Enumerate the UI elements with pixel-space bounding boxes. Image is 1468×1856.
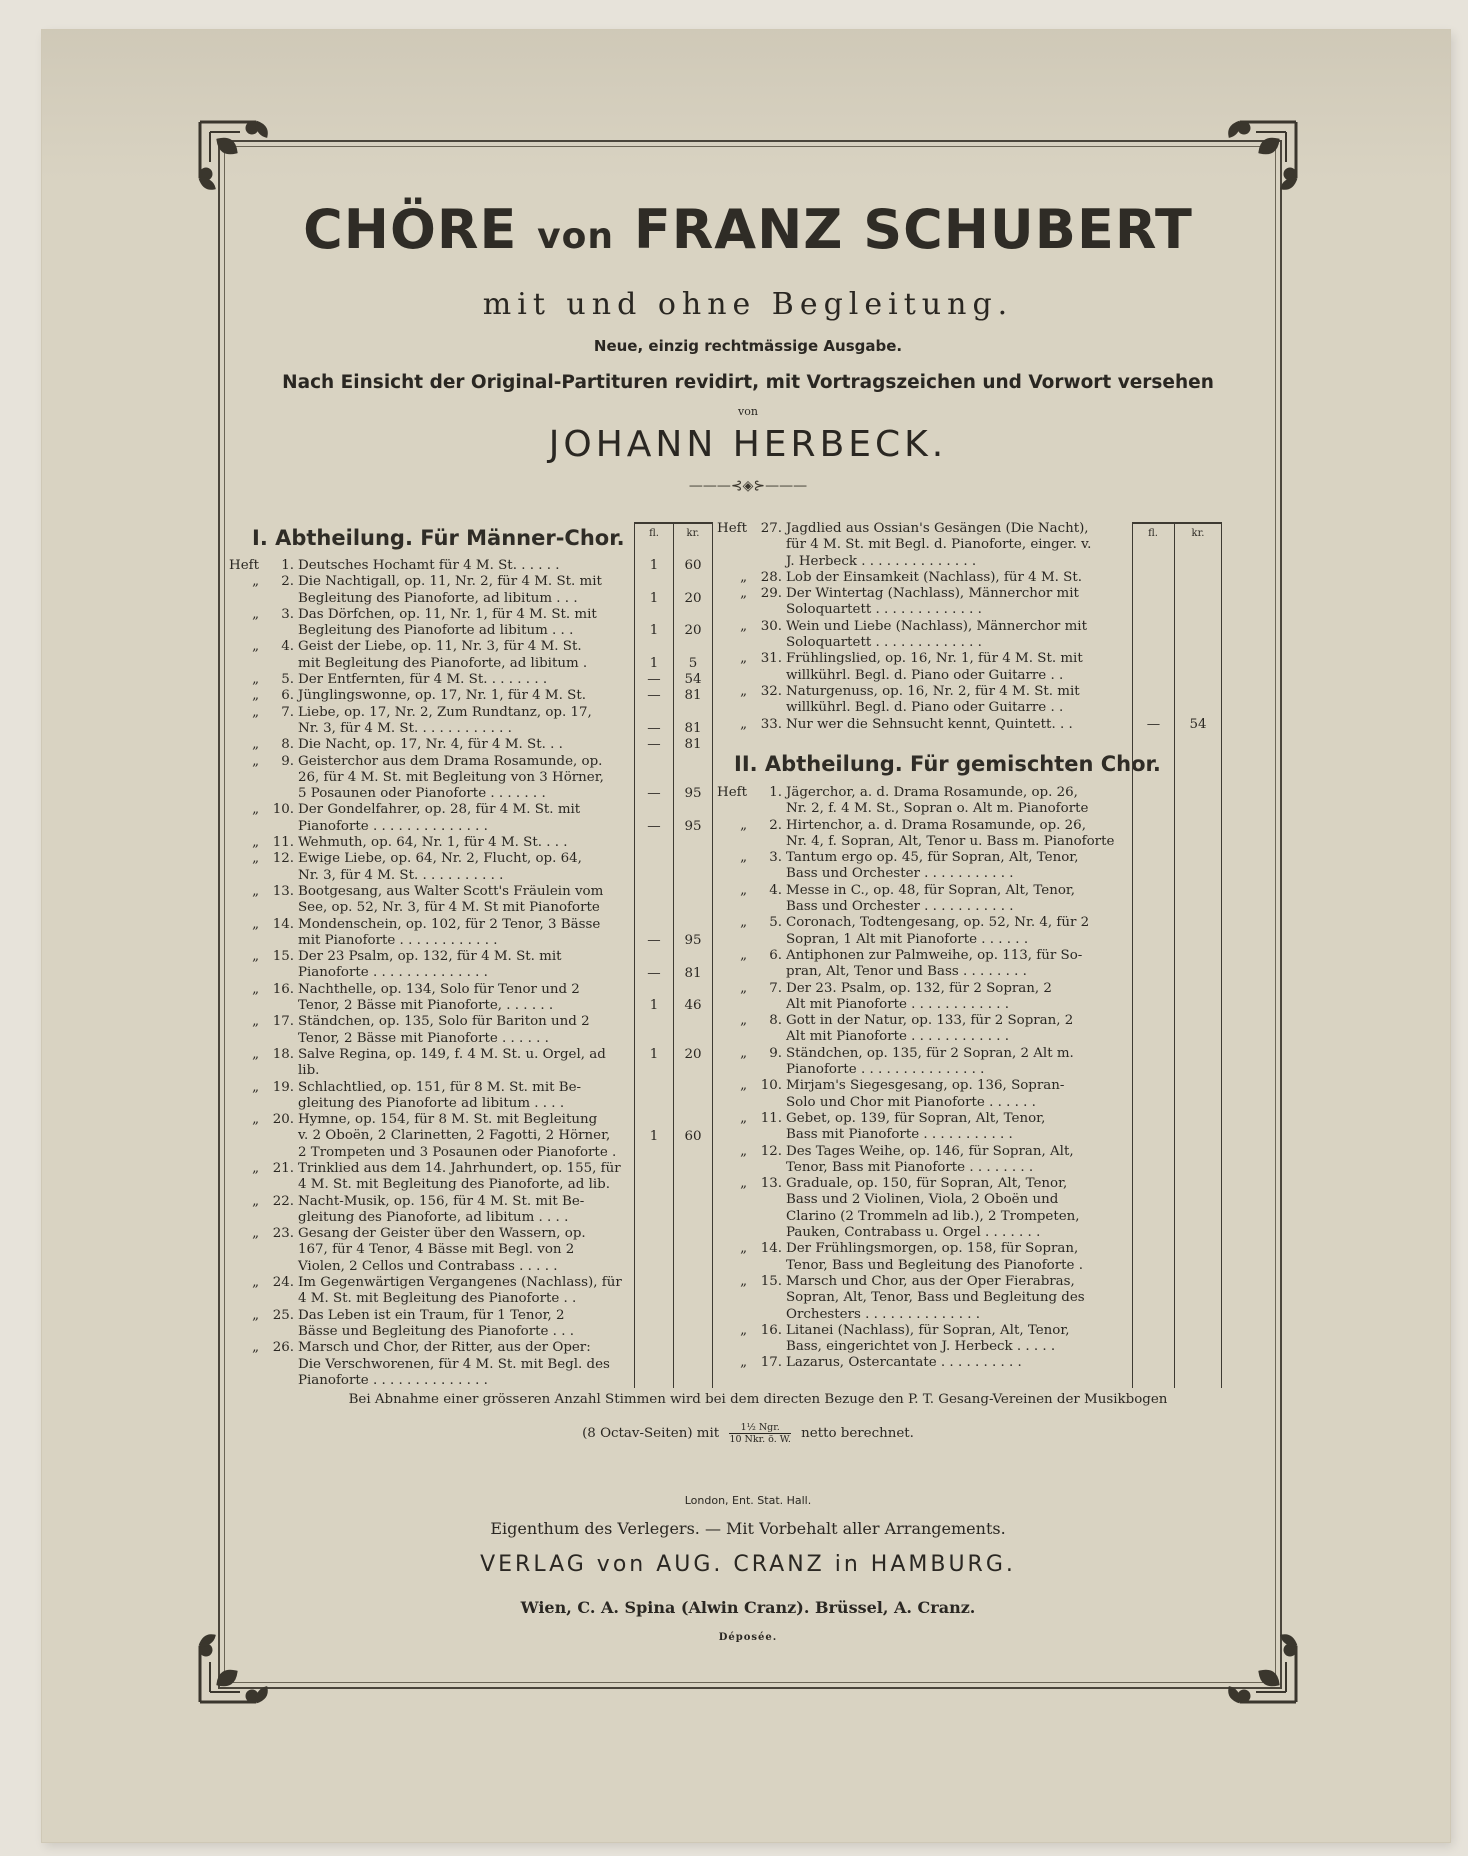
list-item <box>712 1355 1128 1371</box>
heft-number: 27. <box>760 521 782 536</box>
heft-title: Frühlingslied, op. 16, Nr. 1, für 4 M. St. mit willkührl. Begl. d. Piano oder Guitarre . . <box>786 651 1083 683</box>
heft-number: 32. <box>760 683 782 699</box>
heft-title: Geisterchor aus dem Drama Rosamunde, op. 26, für 4 M. St. mit Begleitung von 3 Hörner, 5 Posaunen oder Pianoforte . . . . . . . <box>298 753 604 802</box>
list-item <box>224 949 628 982</box>
list-item <box>712 521 1128 570</box>
heft-number: 17. <box>760 1355 782 1371</box>
heft-prefix: „ <box>740 569 747 585</box>
deposited-mark: Déposée. <box>718 1632 778 1643</box>
list-item <box>712 570 1128 586</box>
heft-title: Im Gegenwärtigen Vergangenes (Nachlass), für 4 M. St. mit Begleitung des Pianoforte . . <box>298 1275 622 1307</box>
heft-title: Die Nacht, op. 17, Nr. 4, für 4 M. St. . . <box>298 737 563 753</box>
price-florin: 1 <box>649 590 659 606</box>
publisher: VERLAG von AUG. CRANZ in HAMBURG. <box>480 1552 1016 1577</box>
heft-title: Lob der Einsamkeit (Nachlass), für 4 M. St. <box>786 569 1082 585</box>
heft-number: 17. <box>272 1014 294 1030</box>
price-kreuzer: 54 <box>684 672 702 688</box>
pricing-note-end: netto berechnet. <box>801 1426 914 1441</box>
heft-prefix: „ <box>252 688 259 704</box>
heft-number: 15. <box>760 1273 782 1289</box>
heft-number: 6. <box>281 688 294 704</box>
heft-number: 7. <box>281 704 294 720</box>
heft-title: Das Dörfchen, op. 11, Nr. 1, für 4 M. St. mit Begleitung des Pianoforte ad libitum . . . <box>298 606 597 639</box>
heft-number: 14. <box>760 1241 782 1257</box>
heft-number: 10. <box>760 1078 782 1094</box>
heft-prefix: „ <box>252 753 259 769</box>
heft-title: Antiphonen zur Palmweihe, op. 113, für So- pran, Alt, Tenor und Bass . . . . . . . . <box>786 947 1083 980</box>
heft-prefix: „ <box>740 586 747 602</box>
page-title <box>218 198 1278 261</box>
price-kreuzer: 95 <box>684 786 702 802</box>
price-kreuzer: 81 <box>684 688 702 704</box>
heft-number: 28. <box>760 569 782 585</box>
price-header-fl: fl. <box>1148 528 1158 539</box>
heft-prefix: „ <box>252 1193 259 1209</box>
price-header-fl: fl. <box>649 528 659 539</box>
heft-number: 10. <box>272 802 294 818</box>
heft-title: Deutsches Hochamt für 4 M. St. . . . . . <box>298 558 560 573</box>
heft-prefix: „ <box>252 574 259 590</box>
price-kreuzer: 95 <box>684 932 702 948</box>
heft-title: Der Gondelfahrer, op. 28, für 4 M. St. mit Pianoforte . . . . . . . . . . . . . . <box>298 802 581 834</box>
heft-prefix: „ <box>252 737 259 753</box>
heft-title: Ständchen, op. 135, Solo für Bariton und 2 Tenor, 2 Bässe mit Pianoforte . . . . . . <box>298 1014 590 1046</box>
list-item <box>224 1014 628 1047</box>
heft-prefix: „ <box>740 882 747 898</box>
heft-prefix: „ <box>740 1143 747 1159</box>
heft-number: 16. <box>272 981 294 997</box>
list-item <box>712 785 1128 818</box>
heft-prefix: „ <box>740 817 747 833</box>
heft-prefix: „ <box>252 1340 259 1356</box>
heft-title: Schlachtlied, op. 151, für 8 M. St. mit Be- gleitung des Pianoforte ad libitum . . . . <box>298 1079 582 1111</box>
pricing-note-start: (8 Octav-Seiten) mit <box>582 1426 720 1441</box>
heft-number: 20. <box>272 1112 294 1128</box>
heft-number: 3. <box>769 850 782 866</box>
list-item <box>224 672 628 688</box>
heft-number: 1. <box>281 558 294 573</box>
heft-prefix: „ <box>740 1045 747 1061</box>
title-composer: FRANZ SCHUBERT <box>633 198 1193 261</box>
heft-prefix: „ <box>252 704 259 720</box>
heft-prefix: „ <box>740 850 747 866</box>
heft-prefix: „ <box>252 949 259 965</box>
list-item <box>224 688 628 704</box>
list-item <box>224 1112 628 1161</box>
price-fraction <box>729 1422 790 1445</box>
heft-title: Marsch und Chor, aus der Oper Fierabras, Sopran, Alt, Tenor, Bass und Begleitung des Orchesters . . . . . . . . . . . . . . <box>786 1273 1085 1322</box>
heft-prefix: „ <box>252 835 259 851</box>
list-item <box>224 574 628 607</box>
section2-heading: II. Abtheilung. Für gemischten Chor. <box>734 752 1161 776</box>
heft-number: 26. <box>272 1340 294 1356</box>
heft-prefix: „ <box>252 1046 259 1062</box>
title-von: von <box>537 216 614 257</box>
list-item <box>224 917 628 950</box>
heft-title: Der 23. Psalm, op. 132, für 2 Sopran, 2 Alt mit Pianoforte . . . . . . . . . . . . <box>786 980 1052 1012</box>
section1-cont-list <box>712 521 1128 733</box>
list-item <box>224 802 628 835</box>
list-item <box>224 851 628 884</box>
price-florin: 1 <box>649 623 659 639</box>
list-item <box>224 982 628 1015</box>
heft-number: 11. <box>760 1110 782 1126</box>
list-item <box>712 883 1128 916</box>
heft-number: 11. <box>272 835 294 851</box>
heft-prefix: „ <box>252 606 259 622</box>
heft-title: Die Nachtigall, op. 11, Nr. 2, für 4 M. St. mit Begleitung des Pianoforte, ad libitum . . . <box>298 574 602 606</box>
price-kreuzer: 20 <box>684 1047 702 1062</box>
price-col-line <box>673 522 674 1388</box>
heft-number: 21. <box>272 1160 294 1176</box>
heft-number: 8. <box>281 737 294 753</box>
price-kreuzer: 81 <box>684 721 702 736</box>
heft-title: Der Frühlingsmorgen, op. 158, für Sopran, Tenor, Bass und Begleitung des Pianoforte . <box>786 1241 1083 1273</box>
price-kreuzer: 81 <box>684 965 702 981</box>
heft-title: Jagdlied aus Ossian's Gesängen (Die Nacht), für 4 M. St. mit Begl. d. Pianoforte, einger. v. J. Herbeck . . . . . . . . . . . . . . <box>786 521 1092 569</box>
list-item <box>712 651 1128 684</box>
heft-prefix: „ <box>740 915 747 931</box>
heft-title: Tantum ergo op. 45, für Sopran, Alt, Tenor, Bass und Orchester . . . . . . . . . . . <box>786 850 1079 882</box>
price-kreuzer: 54 <box>1189 716 1207 732</box>
heft-title: Gott in der Natur, op. 133, für 2 Sopran, 2 Alt mit Pianoforte . . . . . . . . . . . . <box>786 1013 1074 1045</box>
subtitle: mit und ohne Begleitung. <box>482 287 1014 322</box>
price-kreuzer: 20 <box>684 623 702 639</box>
heft-number: 29. <box>760 586 782 602</box>
price-header-kr: kr. <box>686 528 700 539</box>
heft-title: Litanei (Nachlass), für Sopran, Alt, Tenor, Bass, eingerichtet von J. Herbeck . . . . . <box>786 1322 1070 1355</box>
heft-title: Hymne, op. 154, für 8 M. St. mit Begleitung v. 2 Oboën, 2 Clarinetten, 2 Fagotti, 2 Hörner, 2 Trompeten und 3 Posaunen oder Pianoforte . <box>298 1112 617 1160</box>
heft-title: Jünglingswonne, op. 17, Nr. 1, für 4 M. St. <box>298 688 586 704</box>
list-item <box>712 1241 1128 1274</box>
heft-title: Jägerchor, a. d. Drama Rosamunde, op. 26, Nr. 2, f. 4 M. St., Sopran o. Alt m. Pianoforte <box>786 785 1089 817</box>
heft-number: 13. <box>760 1176 782 1192</box>
price-col-line <box>1174 522 1175 1388</box>
price-florin: — <box>647 672 661 688</box>
heft-prefix: Heft <box>717 521 747 536</box>
price-fraction-bottom: 10 Nkr. ö. W. <box>729 1434 791 1445</box>
rights-note: Eigenthum des Verlegers. — Mit Vorbehalt aller Arrangements. <box>490 1519 1006 1538</box>
heft-title: Messe in C., op. 48, für Sopran, Alt, Tenor, Bass und Orchester . . . . . . . . . . . <box>786 882 1076 915</box>
price-florin: — <box>647 688 661 704</box>
list-item <box>224 639 628 672</box>
section1-heading: I. Abtheilung. Für Männer-Chor. <box>252 526 625 550</box>
heft-prefix: „ <box>740 1322 747 1338</box>
heft-title: Gebet, op. 139, für Sopran, Alt, Tenor, Bass mit Pianoforte . . . . . . . . . . . <box>786 1110 1046 1143</box>
price-florin: 1 <box>649 1128 659 1144</box>
heft-number: 5. <box>769 915 782 931</box>
heft-number: 5. <box>281 672 294 688</box>
price-florin: — <box>647 818 661 834</box>
list-item <box>224 1340 628 1389</box>
heft-title: Nachthelle, op. 134, Solo für Tenor und 2 Tenor, 2 Bässe mit Pianoforte, . . . . . . <box>298 981 580 1014</box>
list-item <box>712 1013 1128 1046</box>
list-item <box>224 1226 628 1275</box>
heft-title: Wehmuth, op. 64, Nr. 1, für 4 M. St. . . . <box>298 835 568 851</box>
heft-number: 2. <box>281 574 294 590</box>
heft-title: Des Tages Weihe, op. 146, für Sopran, Alt, Tenor, Bass mit Pianoforte . . . . . . . . <box>786 1143 1074 1175</box>
heft-number: 23. <box>272 1226 294 1242</box>
heft-prefix: „ <box>740 683 747 699</box>
heft-title: Mondenschein, op. 102, für 2 Tenor, 3 Bässe mit Pianoforte . . . . . . . . . . . . <box>298 916 601 948</box>
heft-prefix: „ <box>740 1078 747 1094</box>
heft-number: 25. <box>272 1307 294 1323</box>
heft-number: 4. <box>769 882 782 898</box>
heft-number: 8. <box>769 1013 782 1029</box>
price-kreuzer: 5 <box>688 655 698 671</box>
heft-prefix: „ <box>252 1275 259 1291</box>
heft-title: Ewige Liebe, op. 64, Nr. 2, Flucht, op. 64, Nr. 3, für 4 M. St. . . . . . . . . . . <box>298 851 582 883</box>
section1-list <box>224 558 628 1389</box>
price-florin: 1 <box>649 998 659 1014</box>
branches: Wien, C. A. Spina (Alwin Cranz). Brüssel, A. Cranz. <box>520 1598 976 1617</box>
heft-title: Der 23 Psalm, op. 132, für 4 M. St. mit Pianoforte . . . . . . . . . . . . . . <box>298 949 562 981</box>
heft-prefix: „ <box>740 1273 747 1289</box>
heft-prefix: „ <box>740 1241 747 1257</box>
heft-number: 9. <box>769 1045 782 1061</box>
heft-prefix: Heft <box>229 558 259 573</box>
heft-number: 6. <box>769 947 782 963</box>
heft-title: Das Leben ist ein Traum, für 1 Tenor, 2 Bässe und Begleitung des Pianoforte . . . <box>298 1307 574 1339</box>
list-item <box>224 835 628 851</box>
list-item <box>712 850 1128 883</box>
heft-number: 12. <box>760 1143 782 1159</box>
revision-note: Nach Einsicht der Original-Partituren revidirt, mit Vortragszeichen und Vorwort versehen <box>282 372 1214 393</box>
list-item <box>712 1111 1128 1144</box>
list-item <box>712 586 1128 619</box>
corner-ornament-icon <box>1214 118 1300 204</box>
list-item <box>224 1080 628 1113</box>
list-item <box>224 884 628 917</box>
pricing-note: Bei Abnahme einer grösseren Anzahl Stimmen wird bei dem directen Bezuge den P. T. Gesang-Vereinen der Musikbogen <box>348 1392 1168 1407</box>
heft-title: Liebe, op. 17, Nr. 2, Zum Rundtanz, op. 17, Nr. 3, für 4 M. St. . . . . . . . . . . . <box>298 704 592 736</box>
price-header-kr: kr. <box>1191 528 1205 539</box>
heft-prefix: „ <box>740 651 747 667</box>
price-florin: — <box>647 932 661 948</box>
price-col-line <box>634 522 635 1388</box>
heft-title: Trinklied aus dem 14. Jahrhundert, op. 155, für 4 M. St. mit Begleitung des Pianoforte, ad lib. <box>298 1160 621 1193</box>
heft-prefix: „ <box>252 1014 259 1030</box>
heft-number: 18. <box>272 1046 294 1062</box>
edition-note: Neue, einzig rechtmässige Ausgabe. <box>593 337 903 355</box>
pricing-note-line2 <box>218 1422 1278 1445</box>
list-item <box>712 948 1128 981</box>
price-florin: 1 <box>649 558 659 573</box>
heft-prefix: „ <box>252 1112 259 1128</box>
price-kreuzer: 60 <box>684 558 702 573</box>
heft-title: Gesang der Geister über den Wassern, op. 167, für 4 Tenor, 4 Bässe mit Begl. von 2 Violen, 2 Cellos und Contrabass . . . . . <box>298 1226 586 1274</box>
heft-prefix: „ <box>252 672 259 688</box>
heft-number: 13. <box>272 883 294 899</box>
heft-prefix: „ <box>252 1307 259 1323</box>
heft-prefix: „ <box>252 883 259 899</box>
list-item <box>712 1176 1128 1241</box>
heft-number: 15. <box>272 949 294 965</box>
heft-prefix: „ <box>740 1110 747 1126</box>
list-item <box>224 1194 628 1227</box>
heft-number: 16. <box>760 1322 782 1338</box>
heft-prefix: „ <box>252 981 259 997</box>
heft-prefix: „ <box>740 1176 747 1192</box>
heft-prefix: Heft <box>717 785 747 800</box>
heft-title: Wein und Liebe (Nachlass), Männerchor mit Soloquartett . . . . . . . . . . . . . <box>786 618 1087 651</box>
heft-prefix: „ <box>740 1013 747 1029</box>
heft-number: 24. <box>272 1275 294 1291</box>
heft-title: Bootgesang, aus Walter Scott's Fräulein vom See, op. 52, Nr. 3, für 4 M. St mit Pianoforte <box>298 883 604 916</box>
list-item <box>712 717 1128 733</box>
heft-number: 22. <box>272 1193 294 1209</box>
heft-prefix: „ <box>252 851 259 867</box>
section2-list <box>712 785 1128 1372</box>
price-kreuzer: 46 <box>684 998 702 1014</box>
editor-name: JOHANN HERBECK. <box>548 424 948 465</box>
price-kreuzer: 60 <box>684 1128 702 1144</box>
title-choere: CHÖRE <box>303 198 518 261</box>
list-item <box>224 1161 628 1194</box>
heft-number: 30. <box>760 618 782 634</box>
price-florin: — <box>647 721 661 736</box>
heft-prefix: „ <box>740 618 747 634</box>
list-item <box>224 1275 628 1308</box>
list-item <box>712 915 1128 948</box>
heft-prefix: „ <box>252 1079 259 1095</box>
price-florin: — <box>647 737 661 753</box>
heft-title: Salve Regina, op. 149, f. 4 M. St. u. Orgel, ad lib. <box>298 1046 606 1079</box>
price-kreuzer: 20 <box>684 590 702 606</box>
list-item <box>712 684 1128 717</box>
price-col-top <box>1132 522 1222 524</box>
heft-prefix: „ <box>252 1226 259 1242</box>
von-label: von <box>738 405 758 418</box>
list-item <box>712 1046 1128 1079</box>
heft-title: Naturgenuss, op. 16, Nr. 2, für 4 M. St. mit willkührl. Begl. d. Piano oder Guitarre . . <box>786 683 1080 716</box>
list-item <box>712 1323 1128 1356</box>
heft-title: Marsch und Chor, der Ritter, aus der Oper: Die Verschworenen, für 4 M. St. mit Begl. des Pianoforte . . . . . . . . . . . . . . <box>298 1340 610 1388</box>
divider-ornament: ———⊰◈⊱——— <box>688 478 808 494</box>
heft-title: Der Entfernten, für 4 M. St. . . . . . . . <box>298 672 548 688</box>
price-florin: 1 <box>649 1047 659 1062</box>
heft-prefix: „ <box>740 716 747 732</box>
heft-number: 14. <box>272 916 294 932</box>
heft-prefix: „ <box>252 1160 259 1176</box>
price-kreuzer: 95 <box>684 818 702 834</box>
heft-title: Geist der Liebe, op. 11, Nr. 3, für 4 M. St. mit Begleitung des Pianoforte, ad libitum . <box>298 639 588 671</box>
list-item <box>712 818 1128 851</box>
list-item <box>224 737 628 753</box>
heft-title: Coronach, Todtengesang, op. 52, Nr. 4, für 2 Sopran, 1 Alt mit Pianoforte . . . . . . <box>786 915 1090 947</box>
list-item <box>712 1144 1128 1177</box>
list-item <box>224 705 628 738</box>
heft-title: Mirjam's Siegesgesang, op. 136, Sopran- Solo und Chor mit Pianoforte . . . . . . <box>786 1078 1065 1110</box>
registry-note: London, Ent. Stat. Hall. <box>684 1494 812 1507</box>
price-col-line <box>1132 522 1133 1388</box>
heft-title: Lazarus, Ostercantate . . . . . . . . . . <box>786 1355 1022 1371</box>
list-item <box>224 1308 628 1341</box>
heft-number: 2. <box>769 817 782 833</box>
price-florin: — <box>647 786 661 802</box>
heft-prefix: „ <box>252 916 259 932</box>
heft-title: Der Wintertag (Nachlass), Männerchor mit Soloquartett . . . . . . . . . . . . . <box>786 586 1079 618</box>
list-item <box>224 1047 628 1080</box>
heft-title: Ständchen, op. 135, für 2 Sopran, 2 Alt m. Pianoforte . . . . . . . . . . . . . . . <box>786 1045 1074 1078</box>
heft-number: 31. <box>760 651 782 667</box>
list-item <box>712 1078 1128 1111</box>
list-item <box>224 607 628 640</box>
heft-prefix: „ <box>252 802 259 818</box>
heft-number: 4. <box>281 639 294 655</box>
heft-number: 19. <box>272 1079 294 1095</box>
heft-prefix: „ <box>740 980 747 996</box>
list-item <box>224 558 628 574</box>
heft-title: Nacht-Musik, op. 156, für 4 M. St. mit Be- gleitung des Pianoforte, ad libitum . . . . <box>298 1193 585 1225</box>
price-florin: 1 <box>649 655 659 671</box>
list-item <box>712 619 1128 652</box>
corner-ornament-icon <box>196 118 282 204</box>
price-florin: — <box>1146 716 1161 732</box>
heft-number: 1. <box>769 785 782 800</box>
list-item <box>712 981 1128 1014</box>
heft-number: 33. <box>760 716 782 732</box>
heft-title: Graduale, op. 150, für Sopran, Alt, Tenor, Bass und 2 Violinen, Viola, 2 Oboën und Clarino (2 Trommeln ad lib.), 2 Trompeten, Pauken, Contrabass u. Orgel . . . . . . . <box>786 1176 1080 1241</box>
heft-number: 9. <box>281 753 294 769</box>
list-item <box>224 754 628 803</box>
heft-number: 7. <box>769 980 782 996</box>
price-fraction-top: 1½ Ngr. <box>729 1422 790 1434</box>
heft-number: 12. <box>272 851 294 867</box>
heft-prefix: „ <box>252 639 259 655</box>
heft-title: Hirtenchor, a. d. Drama Rosamunde, op. 26, Nr. 4, f. Sopran, Alt, Tenor u. Bass m. Pianoforte <box>786 817 1115 849</box>
heft-title: Nur wer die Sehnsucht kennt, Quintett. . . <box>786 716 1073 732</box>
list-item <box>712 1274 1128 1323</box>
heft-number: 3. <box>281 606 294 622</box>
heft-prefix: „ <box>740 947 747 963</box>
heft-prefix: „ <box>740 1355 747 1371</box>
price-col-line <box>1221 522 1222 1388</box>
price-kreuzer: 81 <box>684 737 702 753</box>
price-florin: — <box>647 965 661 981</box>
